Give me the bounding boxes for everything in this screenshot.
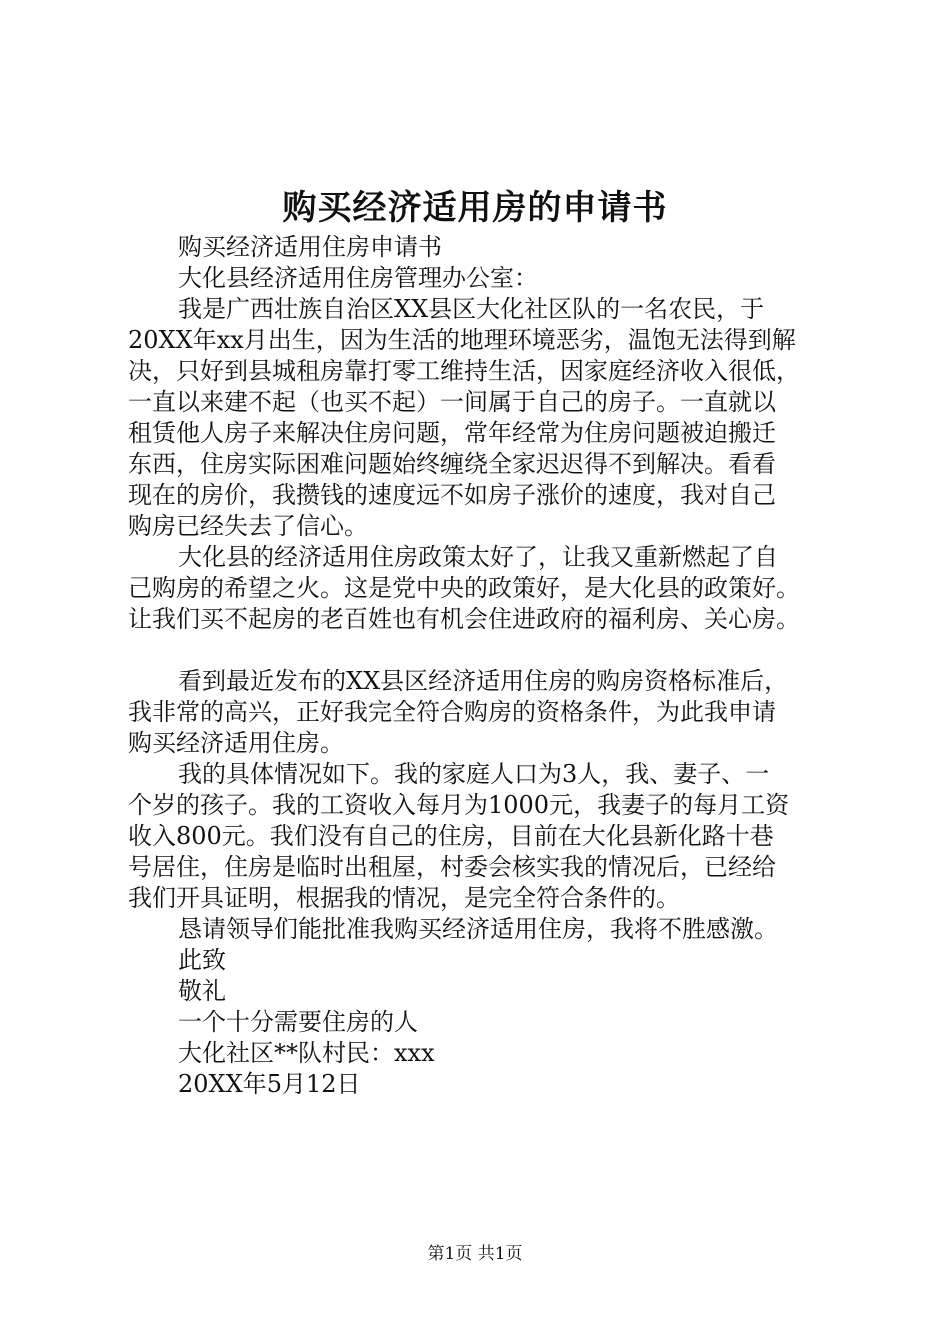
paragraph-line: 一直以来建不起（也买不起）一间属于自己的房子。一直就以	[128, 388, 776, 416]
signature-address: 大化社区**队村民：xxx	[178, 1039, 435, 1067]
paragraph-line: 让我们买不起房的老百姓也有机会住进政府的福利房、关心房。	[128, 605, 800, 633]
blank-line	[128, 635, 853, 666]
paragraph-line: 购买经济适用住房。	[128, 729, 344, 757]
document-date: 20XX年5月12日	[178, 1070, 361, 1098]
page-title: 购买经济适用房的申请书	[282, 188, 668, 228]
paragraph-line: 看到最近发布的XX县区经济适用住房的购房资格标准后，	[178, 667, 789, 695]
signature: 一个十分需要住房的人	[178, 1008, 418, 1036]
closing-regards: 敬礼	[178, 977, 226, 1005]
paragraph-4	[128, 759, 853, 914]
paragraph-line: 我非常的高兴，正好我完全符合购房的资格条件，为此我申请	[128, 698, 776, 726]
request-line: 恳请领导们能批准我购买经济适用住房，我将不胜感激。	[178, 915, 778, 943]
paragraph-line: 号居住，住房是临时出租屋，村委会核实我的情况后，已经给	[128, 853, 776, 881]
closing-salutation: 此致	[178, 946, 226, 974]
paragraph-line: 收入800元。我们没有自己的住房，目前在大化县新化路十巷	[128, 822, 774, 850]
paragraph-line: 大化县的经济适用住房政策太好了，让我又重新燃起了自	[178, 543, 778, 571]
paragraph-line: 决，只好到县城租房靠打零工维持生活，因家庭经济收入很低，	[128, 357, 800, 385]
page-footer: 第1页 共1页	[427, 1244, 523, 1264]
paragraph-line: 东西，住房实际困难问题始终缠绕全家迟迟得不到解决。看看	[128, 450, 776, 478]
document-body	[128, 232, 853, 1100]
paragraph-line: 租赁他人房子来解决住房问题，常年经常为住房问题被迫搬迁	[128, 419, 776, 447]
paragraph-line: 现在的房价，我攒钱的速度远不如房子涨价的速度，我对自己	[128, 481, 776, 509]
addressee: 大化县经济适用住房管理办公室：	[178, 264, 538, 292]
paragraph-line: 我是广西壮族自治区XX县区大化社区队的一名农民，于	[178, 295, 765, 323]
paragraph-1	[128, 294, 853, 542]
paragraph-line: 20XX年xx月出生，因为生活的地理环境恶劣，温饱无法得到解	[128, 326, 796, 354]
paragraph-line: 购房已经失去了信心。	[128, 512, 368, 540]
paragraph-3	[128, 666, 853, 759]
paragraph-line: 己购房的希望之火。这是党中央的政策好，是大化县的政策好。	[128, 574, 800, 602]
paragraph-2	[128, 542, 853, 635]
paragraph-line: 我们开具证明，根据我的情况，是完全符合条件的。	[128, 884, 680, 912]
paragraph-line: 我的具体情况如下。我的家庭人口为3人，我、妻子、一	[178, 760, 770, 788]
subtitle: 购买经济适用住房申请书	[178, 233, 442, 261]
paragraph-line: 个岁的孩子。我的工资收入每月为1000元，我妻子的每月工资	[128, 791, 790, 819]
